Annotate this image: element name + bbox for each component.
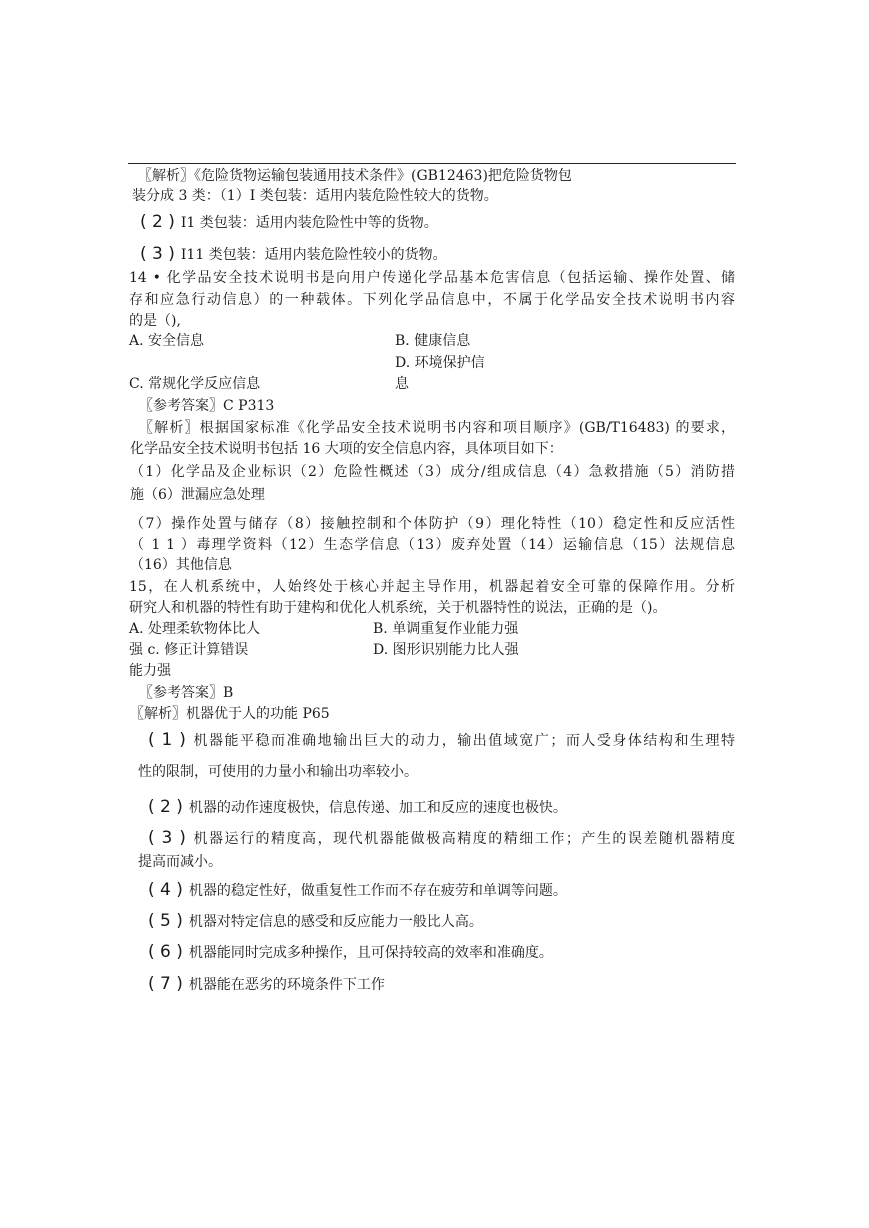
item-number: ( 1 ) (148, 730, 186, 750)
item-text: I11 类包装：适用内装危险性较小的货物。 (180, 247, 447, 263)
option-d: D. 图形识别能力比人强 (373, 642, 519, 658)
list-item (148, 730, 735, 751)
item-number: ( 6 ) (148, 942, 183, 962)
option-c: 强 c. 修正计算错误 (129, 642, 249, 658)
question-text: 研究人和机器的特性有助于建构和优化人机系统，关于机器特性的说法，正确的是（)。 (129, 600, 667, 616)
answer: 〖参考答案〗C P313 (139, 398, 275, 414)
list-item (148, 880, 567, 901)
option-a: A. 安全信息 (129, 333, 205, 349)
explanation-line: 〖解析〗《危险货物运输包装通用技术条件》(GB12463)把危险货物包 (138, 168, 572, 184)
item-text: 机器能在恶劣的环境条件下工作 (188, 977, 385, 993)
explanation-line: （1）化学品及企业标识（2）危险性概述（3）成分/组成信息（4）急救措施（5）消防措 (130, 464, 735, 480)
question-text: 14 • 化学品安全技术说明书是向用户传递化学品基本危害信息（包括运输、操作处置、储 (129, 270, 735, 286)
list-item (148, 974, 385, 995)
item-number: ( 5 ) (148, 911, 183, 931)
explanation-title: 〖解析〗机器优于人的功能 P65 (130, 706, 330, 722)
option-b: B. 单调重复作业能力强 (373, 621, 519, 637)
list-item (140, 244, 447, 265)
header-rule (128, 163, 736, 164)
option-d: D. 环境保护信 (395, 355, 485, 371)
answer: 〖参考答案〗B (139, 685, 234, 701)
item-text: 机器对特定信息的感受和反应能力一般比人高。 (188, 914, 483, 930)
explanation-line: （7）操作处置与储存（8）接触控制和个体防护（9）理化特性（10）稳定性和反应活性 (130, 516, 735, 532)
list-item (148, 797, 567, 818)
item-number: ( 2 ) (148, 797, 183, 817)
option-d-cont: 息 (395, 376, 409, 392)
explanation-line: （16）其他信息 (130, 557, 232, 573)
list-item (148, 828, 735, 849)
list-item (148, 942, 553, 963)
item-text: 机器能平稳而准确地输出巨大的动力，输出值域宽广；而人受身体结构和生理特 (191, 733, 735, 749)
explanation-line: 施（6）泄漏应急处理 (130, 487, 265, 503)
option-c-cont: 能力强 (129, 663, 171, 679)
item-number: ( 3 ) (148, 828, 186, 848)
option-c: C. 常规化学反应信息 (129, 376, 261, 392)
item-number: ( 2 ) (140, 212, 175, 232)
explanation-line: 化学品安全技术说明书包括 16 大项的安全信息内容，具体项目如下： (130, 441, 563, 457)
question-text: 15，在人机系统中，人始终处于核心并起主导作用，机器起着安全可靠的保障作用。分析 (129, 579, 735, 595)
list-item-cont: 提高而减小。 (138, 854, 222, 870)
question-text: 存和应急行动信息）的一种载体。下列化学品信息中，不属于化学品安全技术说明书内容 (129, 292, 735, 308)
item-text: 机器运行的精度高，现代机器能做极高精度的精细工作；产生的误差随机器精度 (191, 831, 735, 847)
item-number: ( 4 ) (148, 880, 183, 900)
item-number: ( 3 ) (140, 244, 175, 264)
item-text: 机器能同时完成多种操作，且可保持较高的效率和准确度。 (188, 945, 553, 961)
item-text: 机器的动作速度极快，信息传递、加工和反应的速度也极快。 (188, 800, 567, 816)
question-text: 的是（), (129, 313, 181, 329)
explanation-line: （ 1 1 ）毒理学资料（12）生态学信息（13）废弃处置（14）运输信息（15）法规信息 (130, 537, 735, 553)
item-text: 机器的稳定性好，做重复性工作而不存在疲劳和单调等问题。 (188, 883, 567, 899)
list-item (140, 212, 438, 233)
option-a: A. 处理柔软物体比人 (129, 621, 261, 637)
item-text: I1 类包装：适用内装危险性中等的货物。 (180, 215, 438, 231)
explanation-line: 〖解析〗根据国家标准《化学品安全技术说明书内容和项目顺序》(GB/T16483) 的要求， (139, 420, 735, 436)
list-item (148, 911, 483, 932)
explanation-line: 装分成 3 类：（1）I 类包装：适用内装危险性较大的货物。 (132, 188, 498, 204)
list-item-cont: 性的限制，可使用的力量小和输出功率较小。 (138, 764, 418, 780)
option-b: B. 健康信息 (395, 333, 471, 349)
item-number: ( 7 ) (148, 974, 183, 994)
